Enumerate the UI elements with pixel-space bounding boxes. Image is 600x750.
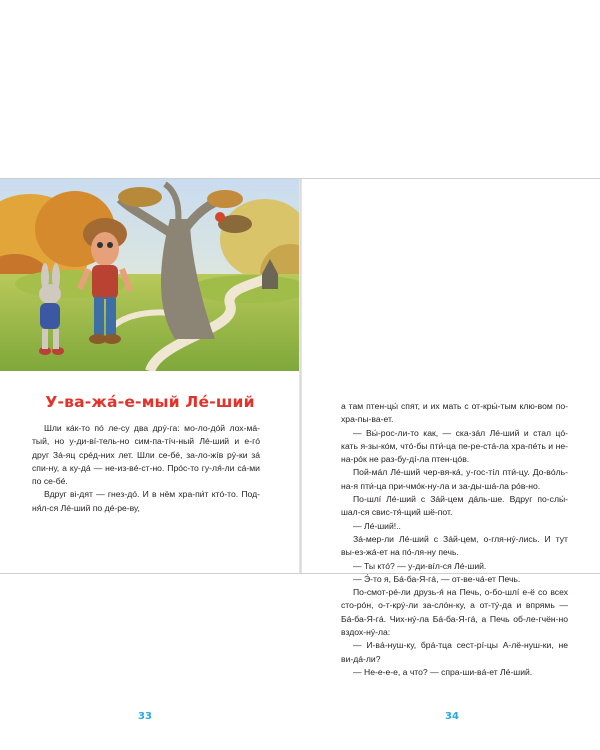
paragraph: По-шлí Лé-ший с Зáй-цем дáль-ше. Вдруг по-слы́-шал-ся свис-тя́-щий шё-пот.	[341, 494, 568, 518]
story-title: У-ва-жá-е-мый Лé-ший	[45, 393, 255, 411]
paragraph: — Лé-ший!..	[353, 520, 401, 531]
book-spread	[0, 178, 600, 722]
paragraph: Зá-мер-ли Лé-ший с Зáй-цем, о-гля-нý-лись. И тут вы-ез-жá-ет на пó-ля-ну печь.	[341, 533, 568, 558]
paragraph: — Э́-то я, Бá-ба-Я-гá, — от-ве-чá-ет Печь.	[353, 573, 521, 584]
paragraph: — Не-е-е-е, а что? — спра-ши-вá-ет Лé-ший.	[353, 666, 533, 677]
paragraph: — Ты ктó? — у-ди-вíл-ся Лé-ший.	[353, 560, 487, 571]
paragraph: а там птен-цы́ спят, и их мать с от-кры́-тым клю-вом по-хра-пы-ва-ет.	[341, 401, 568, 425]
paragraph: Пой-мáл Лé-ший чер-вя-кá, у-гос-тíл пти́-цу. До-вóль-на-я пти́-ца при-чмóк-ну-ла и за-ды-шá-ла рóв-но.	[341, 467, 568, 491]
page-number-left: 33	[138, 711, 152, 722]
right-page-text	[341, 400, 568, 679]
page-number-right: 34	[445, 711, 459, 722]
left-page	[0, 179, 300, 722]
paragraph: — Вы́-рос-ли-то как, — ска-зáл Лé-ший и стал цó-кать я-зы-кóм, чтó-бы пти́-ца пе-ре-стá-ла хра-пéть и не-на-рóк не раз-бу-дí-ла птен-цóв.	[341, 427, 568, 465]
paragraph: Вдруг ві-дят — гнез-дó. И в нём хра-пи́т ктó-то. Под-ня́л-ся Лé-ший по дé-ре-ву,	[32, 489, 260, 513]
left-page-text	[32, 422, 260, 515]
paragraph: Шли кáк-то пó ле-су два дрý-га: мо-ло-дóй лох-мá-тый, но у-ди-вí-тель-но сим-па-тíч-ный Лé-ший и е-гó друг Зá-яц срéд-них лет. Шли се-бé, за-ло-жíв рý-ки зá спи-ну, а ку-дá — не-из-вé-ст-но. Прóс-то гу-ля́-ли сá-ми по се-бé.	[32, 423, 260, 487]
illustration	[0, 179, 300, 371]
paragraph: По-смот-рé-ли друзь-я́ на Печь, о-бо-шлí е-ё со всех сто-рóн, о-т-крý-ли за-слóн-ку, а от-тý-да и впрямь — Бá-ба-Я-гá. Чих-нý-ла Бá-ба-Я-гá, а Печь об-ле-гчён-но вздох-нý-ла:	[341, 587, 568, 638]
leshy-and-hare-illustration	[0, 179, 300, 371]
paragraph: — И-вá-нуш-ку, брá-тца сест-рí-цы А-лё-нуш-ки, не ви-дá-ли?	[341, 640, 568, 664]
